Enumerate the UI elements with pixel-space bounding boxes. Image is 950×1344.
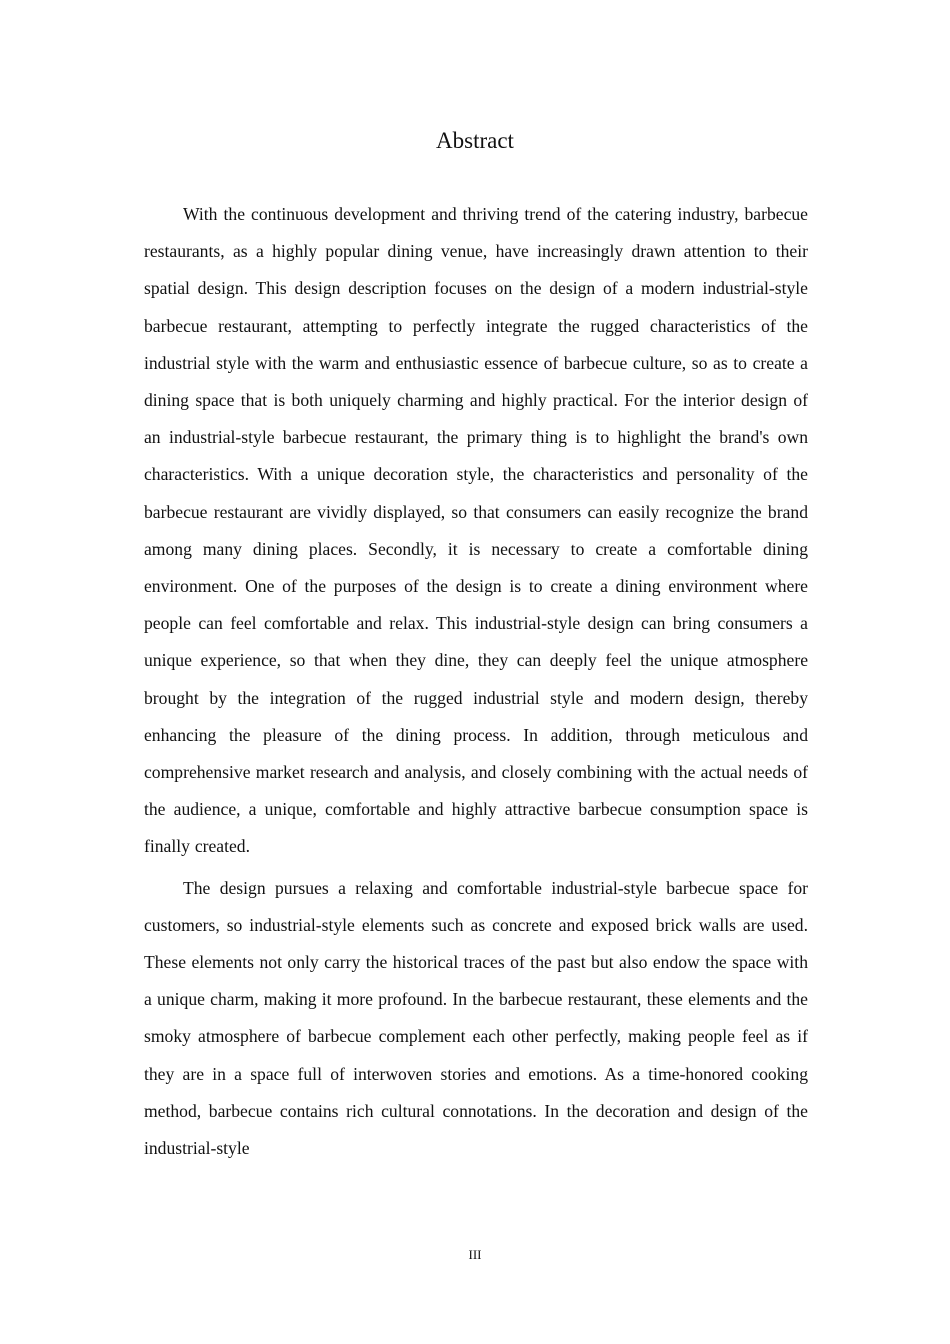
page-number: III	[468, 1247, 482, 1262]
abstract-body	[144, 196, 808, 1167]
abstract-paragraph-1: With the continuous development and thriving trend of the catering industry, barbecue restaurants, as a highly popular dining venue, have increasingly drawn attention to their spatial design. This design description focuses on the design of a modern industrial-style barbecue restaurant, attempting to perfectly integrate the rugged characteristics of the industrial style with the warm and enthusiastic essence of barbecue culture, so as to create a dining space that is both uniquely charming and highly practical. For the interior design of an industrial-style barbecue restaurant, the primary thing is to highlight the brand's own characteristics. With a unique decoration style, the characteristics and personality of the barbecue restaurant are vividly displayed, so that consumers can easily recognize the brand among many dining places. Secondly, it is necessary to create a comfortable dining environment. One of the purposes of the design is to create a dining environment where people can feel comfortable and relax. This industrial-style design can bring consumers a unique experience, so that when they dine, they can deeply feel the unique atmosphere brought by the integration of the rugged industrial style and modern design, thereby enhancing the pleasure of the dining process. In addition, through meticulous and comprehensive market research and analysis, and closely combining with the actual needs of the audience, a unique, comfortable and highly attractive barbecue consumption space is finally created.	[144, 204, 808, 857]
abstract-title: Abstract	[436, 128, 514, 153]
abstract-paragraph-2: The design pursues a relaxing and comfortable industrial-style barbecue space for customers, so industrial-style elements such as concrete and exposed brick walls are used. These elements not only carry the historical traces of the past but also endow the space with a unique charm, making it more profound. In the barbecue restaurant, these elements and the smoky atmosphere of barbecue complement each other perfectly, making people feel as if they are in a space full of interwoven stories and emotions. As a time-honored cooking method, barbecue contains rich cultural connotations. In the decoration and design of the industrial-style	[144, 877, 808, 1159]
